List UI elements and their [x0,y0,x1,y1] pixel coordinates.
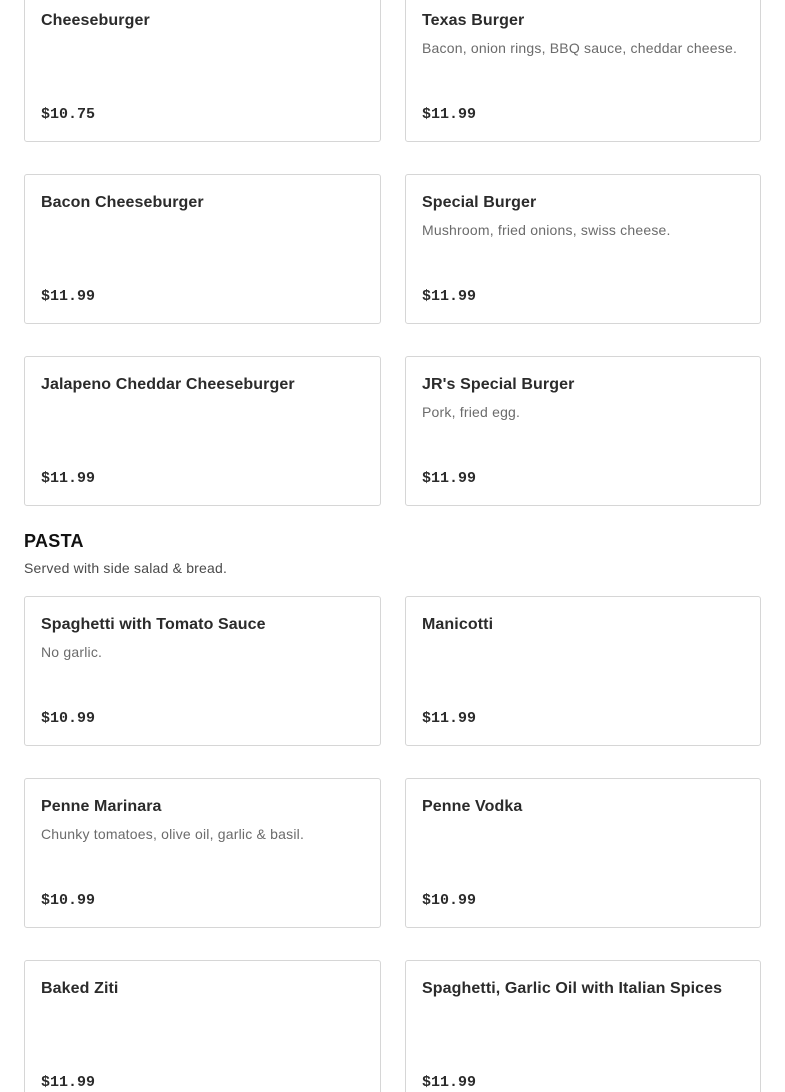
menu-item-card[interactable] [24,174,381,324]
menu-item-card[interactable] [24,0,381,142]
item-name: Jalapeno Cheddar Cheeseburger [41,376,295,393]
menu-item-card[interactable] [24,356,381,506]
item-price: $11.99 [422,710,477,727]
item-name: Penne Vodka [422,798,523,815]
item-description: Pork, fried egg. [422,404,521,420]
item-description: Chunky tomatoes, olive oil, garlic & basil. [41,826,305,842]
item-price: $10.99 [41,892,96,909]
menu-item-card[interactable] [405,0,761,142]
item-price: $11.99 [422,470,477,487]
menu-item-card[interactable] [405,174,761,324]
item-name: Manicotti [422,616,494,633]
section-subtitle-pasta: Served with side salad & bread. [24,560,228,576]
item-price: $11.99 [422,288,477,305]
item-name: Baked Ziti [41,980,119,997]
item-name: JR's Special Burger [422,376,575,393]
item-price: $10.99 [422,892,477,909]
menu-item-card[interactable] [24,596,381,746]
item-price: $10.75 [41,106,96,123]
item-name: Spaghetti with Tomato Sauce [41,616,266,633]
item-description: No garlic. [41,644,103,660]
menu-item-card[interactable] [405,960,761,1092]
item-name: Special Burger [422,194,537,211]
item-name: Bacon Cheeseburger [41,194,204,211]
menu-item-card[interactable] [24,960,381,1092]
item-price: $11.99 [422,106,477,123]
item-price: $11.99 [422,1074,477,1091]
pasta-grid [24,596,761,1092]
menu-item-card[interactable] [24,778,381,928]
menu-item-card[interactable] [405,596,761,746]
item-description: Mushroom, fried onions, swiss cheese. [422,222,671,238]
item-price: $11.99 [41,1074,96,1091]
section-title-pasta: PASTA [24,531,84,551]
item-price: $10.99 [41,710,96,727]
item-price: $11.99 [41,288,96,305]
menu-item-card[interactable] [405,356,761,506]
item-name: Texas Burger [422,12,525,29]
item-name: Spaghetti, Garlic Oil with Italian Spices [422,980,723,997]
item-description: Bacon, onion rings, BBQ sauce, cheddar cheese. [422,40,738,56]
item-name: Penne Marinara [41,798,162,815]
burgers-grid [24,0,761,506]
menu-item-card[interactable] [405,778,761,928]
item-price: $11.99 [41,470,96,487]
item-name: Cheeseburger [41,12,150,29]
